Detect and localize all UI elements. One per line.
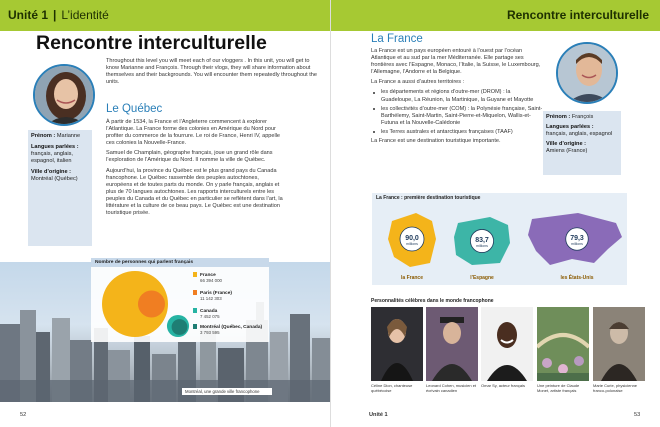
legend-label: Canada: [200, 309, 218, 314]
legend-value: 3 793 595: [200, 330, 220, 335]
portrait-photo-icon: [558, 44, 618, 104]
intro-text: Throughout this level you will meet each of our vloggers . In this unit, you will get to know Marianne and François. Through their vlogs, they will share information about themselves and their backgrounds. You will encounter them repeatedly throughout the units.: [106, 58, 317, 86]
profile-name-label: Prénom :: [546, 114, 572, 120]
value-unit: millions: [406, 242, 418, 246]
marianne-portrait: [33, 64, 95, 126]
profile-languages: français, anglais, espagnol: [546, 131, 613, 137]
category-label: les États-Unis: [560, 275, 594, 281]
profile-languages-label: Langues parlées :: [546, 124, 594, 130]
celine-dion-photo: [371, 307, 423, 381]
value-label: 79,3: [570, 235, 584, 242]
marianne-profile-card: [28, 130, 92, 246]
speakers-chart: [91, 258, 269, 342]
legend-swatch: [193, 308, 197, 313]
value-label: 90,0: [405, 235, 419, 242]
value-unit: millions: [476, 244, 488, 248]
person-photo-icon: [426, 307, 478, 381]
footer-unit: Unité 1: [369, 412, 388, 418]
francois-portrait: [556, 42, 618, 104]
monet-caption: Une peinture de Claude Monet, artiste français: [537, 383, 580, 393]
speakers-chart-svg: [91, 258, 269, 342]
omar-sy-caption: Omar Sy, acteur français: [481, 383, 525, 388]
right-page: [330, 0, 660, 427]
bubble-montreal: [172, 319, 188, 335]
legend-swatch: [193, 272, 197, 277]
legend-label: France: [200, 273, 216, 278]
quebec-text: [106, 119, 286, 220]
list-item: les Terres australes et antarctiques françaises (TAAF): [371, 129, 543, 136]
list-item: les collectivités d’outre-mer (COM) : la Polynésie française, Saint-Barthélemy, Saint-Martin, Saint-Pierre-et-Miquelon, Wallis-et-Futuna et la Nouvelle-Calédonie: [371, 106, 543, 127]
territories-intro: La France a aussi d’autres territoires :: [371, 79, 465, 86]
legend-value: 7 452 075: [200, 314, 220, 319]
omar-sy-photo: [481, 307, 533, 381]
france-intro: La France est un pays européen entouré à l’ouest par l’océan Atlantique et au sud par la mer Méditerranée. Elle partage ses frontières avec l’Espagne, Monaco, l’Italie, la Suisse, le Luxembourg, l’Allemagne, l’Andorre et la Belgique.: [371, 48, 541, 76]
value-unit: millions: [571, 242, 583, 246]
leonard-cohen-caption: Leonard Cohen, musicien et écrivain canadien: [426, 383, 477, 393]
left-footer: [0, 405, 330, 427]
speakers-chart-title: Nombre de personnes qui parlent français: [91, 258, 269, 267]
leonard-cohen-photo: [426, 307, 478, 381]
legend-label: Montréal (Québec, Canada): [200, 325, 263, 330]
profile-origin: Montréal (Québec): [31, 176, 78, 182]
profile-name: François: [571, 114, 594, 120]
unit-title: L’identité: [61, 8, 109, 22]
legend-label: Paris (France): [200, 291, 232, 296]
france-text: [371, 48, 543, 148]
profile-languages-label: Langues parlées :: [31, 144, 79, 150]
profile-origin: Amiens (France): [546, 148, 588, 154]
quebec-paragraph-1: À partir de 1534, la France et l’Angleterre commencent à explorer l’Atlantique. La France forme des colonies en Amérique du Nord pour profiter du commerce de la fourrure. Le roi de France, Henri IV, appelle ces colonies la Nouvelle-France.: [106, 119, 280, 147]
profile-name-label: Prénom :: [31, 133, 57, 139]
photo-caption: Montréal, une grande ville francophone: [182, 388, 272, 395]
person-photo-icon: [481, 307, 533, 381]
profile-origin-label: Ville d’origine :: [546, 141, 586, 147]
personalities-title: Personnalités célèbres dans le monde francophone: [371, 298, 494, 304]
tourism-chart: [372, 193, 627, 285]
closing-text: La France est une destination touristique importante.: [371, 138, 501, 145]
category-label: la France: [401, 275, 423, 281]
person-photo-icon: [371, 307, 423, 381]
legend-swatch: [193, 290, 197, 295]
unit-label: Unité 1: [8, 8, 49, 22]
francois-profile-card: [543, 111, 621, 175]
celine-dion-caption: Céline Dion, chanteuse québécoise: [371, 383, 413, 393]
person-photo-icon: [593, 307, 645, 381]
section-heading-france: La France: [371, 33, 423, 45]
right-footer: [331, 405, 660, 427]
section-header-band: [331, 0, 660, 31]
tourism-chart-title: La France : première destination touristique: [376, 195, 481, 201]
page-number-left: 52: [20, 412, 27, 418]
quebec-paragraph-3: Aujourd’hui, la province du Québec est le plus grand pays du Canada francophone. Le Québec rassemble des peuples autochtones, européens et de toutes parts du monde. On y parle français, anglais et plus de 70 langues autochtones. Les rapports interculturels entre les peuples du Canada et du Québec en particulier se reflètent dans l’art, la littérature et la culture de ce beau pays. Le Québec est une destination touristique prisée.: [106, 167, 283, 217]
territories-list: [371, 89, 543, 136]
profile-name: Marianne: [56, 133, 81, 139]
legend-value: 11 142 303: [200, 296, 222, 301]
legend-value: 66 394 000: [200, 278, 222, 283]
unit-separator: |: [53, 8, 57, 22]
profile-languages: français, anglais, espagnol, italien: [31, 151, 73, 164]
bubble-paris: [138, 290, 165, 317]
quebec-paragraph-2: Samuel de Champlain, géographe français, joue un grand rôle dans l’exploration de l’Amérique du Nord. Il nomme la ville de Québec.: [106, 150, 273, 164]
unit-header-band: [0, 0, 330, 31]
list-item: les départements et régions d’outre-mer (DROM) : la Guadeloupe, La Réunion, la Martinique, la Guyane et Mayotte: [371, 89, 543, 103]
band-title: Rencontre interculturelle: [506, 8, 649, 22]
marie-curie-caption: Marie Curie, physicienne franco-polonaise: [593, 383, 638, 393]
page-title: Rencontre interculturelle: [36, 32, 267, 54]
legend-swatch: [193, 324, 197, 329]
portrait-photo-icon: [35, 66, 95, 126]
category-label: l’Espagne: [470, 275, 494, 281]
profile-origin-label: Ville d’origine :: [31, 169, 71, 175]
painting-icon: [537, 307, 589, 381]
value-label: 83,7: [475, 237, 489, 244]
section-heading-quebec: Le Québec: [106, 103, 163, 115]
page-number-right: 53: [634, 412, 641, 418]
tourism-chart-svg: [372, 193, 627, 285]
monet-painting: [537, 307, 589, 381]
marie-curie-photo: [593, 307, 645, 381]
